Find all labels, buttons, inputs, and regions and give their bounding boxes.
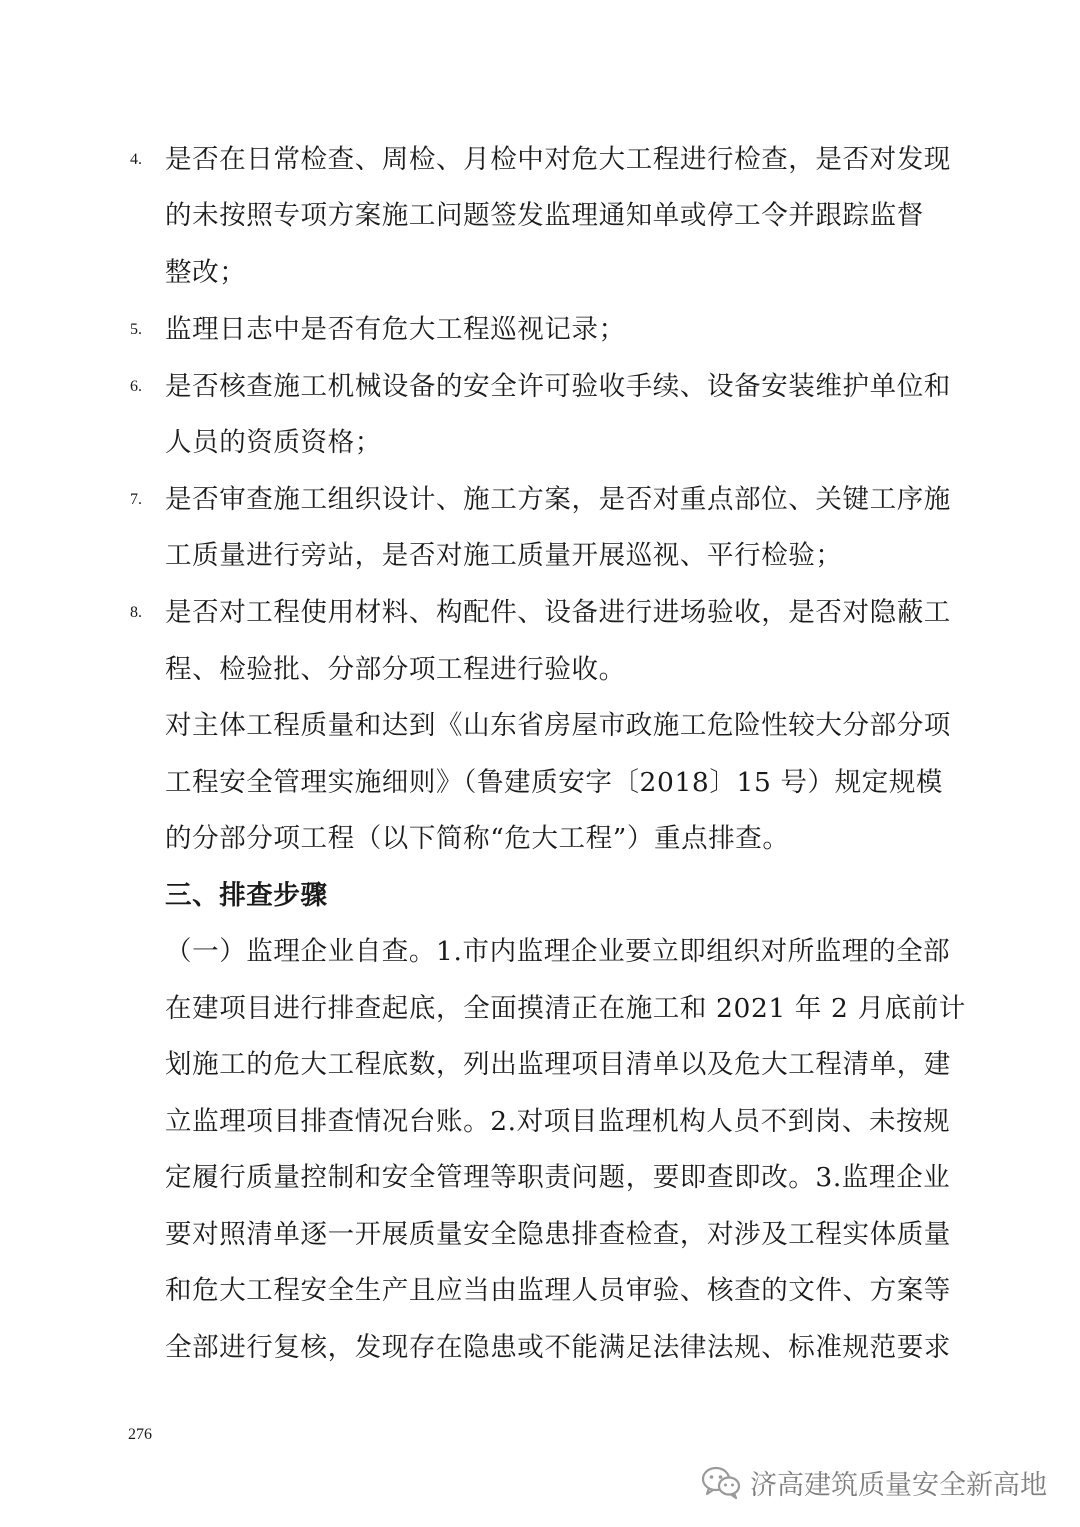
item-number: 5. — [130, 321, 142, 338]
item-7-line-1: 是否审查施工组织设计、施工方案，是否对重点部位、关键工序施 — [165, 484, 951, 515]
item-4-line-3: 整改； — [165, 257, 247, 288]
item-6-line-2: 人员的资质资格； — [165, 427, 382, 458]
step-paragraph-line-8: 全部进行复核，发现存在隐患或不能满足法律法规、标准规范要求 — [165, 1332, 951, 1363]
step-paragraph-line-5: 定履行质量控制和安全管理等职责问题，要即查即改。3.监理企业 — [165, 1162, 951, 1193]
focus-paragraph-line-2: 工程安全管理实施细则》（鲁建质安字〔2018〕15 号）规定规模 — [165, 767, 944, 798]
item-4-line-1: 是否在日常检查、周检、月检中对危大工程进行检查，是否对发现 — [165, 144, 951, 175]
item-7-line-2: 工质量进行旁站，是否对施工质量开展巡视、平行检验； — [165, 540, 843, 571]
step-paragraph-line-7: 和危大工程安全生产且应当由监理人员审验、核查的文件、方案等 — [165, 1275, 951, 1306]
item-6-line-1: 是否核查施工机械设备的安全许可验收手续、设备安装维护单位和 — [165, 371, 951, 402]
step-paragraph-line-2: 在建项目进行排查起底，全面摸清正在施工和 2021 年 2 月底前计 — [165, 993, 966, 1024]
focus-paragraph-line-1: 对主体工程质量和达到《山东省房屋市政施工危险性较大分部分项 — [165, 710, 951, 741]
page-number: 276 — [128, 1426, 152, 1443]
item-number: 4. — [130, 151, 142, 168]
section-heading: 三、排查步骤 — [165, 880, 328, 911]
watermark-text: 济高建筑质量安全新高地 — [750, 1469, 1047, 1501]
step-paragraph-line-6: 要对照清单逐一开展质量安全隐患排查检查，对涉及工程实体质量 — [165, 1219, 951, 1250]
step-paragraph-line-3: 划施工的危大工程底数，列出监理项目清单以及危大工程清单，建 — [165, 1049, 951, 1080]
item-number: 6. — [130, 378, 142, 395]
item-8-line-2: 程、检验批、分部分项工程进行验收。 — [165, 654, 626, 685]
item-number: 8. — [130, 604, 142, 621]
item-5-line-1: 监理日志中是否有危大工程巡视记录； — [165, 314, 626, 345]
focus-paragraph-line-3: 的分部分项工程（以下简称“危大工程”）重点排查。 — [165, 823, 790, 854]
watermark — [700, 1460, 1047, 1504]
item-4-line-2: 的未按照专项方案施工问题签发监理通知单或停工令并跟踪监督 — [165, 200, 924, 231]
item-8-line-1: 是否对工程使用材料、构配件、设备进行进场验收，是否对隐蔽工 — [165, 597, 951, 628]
step-paragraph-line-1: （一）监理企业自查。1.市内监理企业要立即组织对所监理的全部 — [165, 936, 951, 967]
item-number: 7. — [130, 491, 142, 508]
step-paragraph-line-4: 立监理项目排查情况台账。2.对项目监理机构人员不到岗、未按规 — [165, 1106, 951, 1137]
wechat-icon — [700, 1464, 742, 1500]
